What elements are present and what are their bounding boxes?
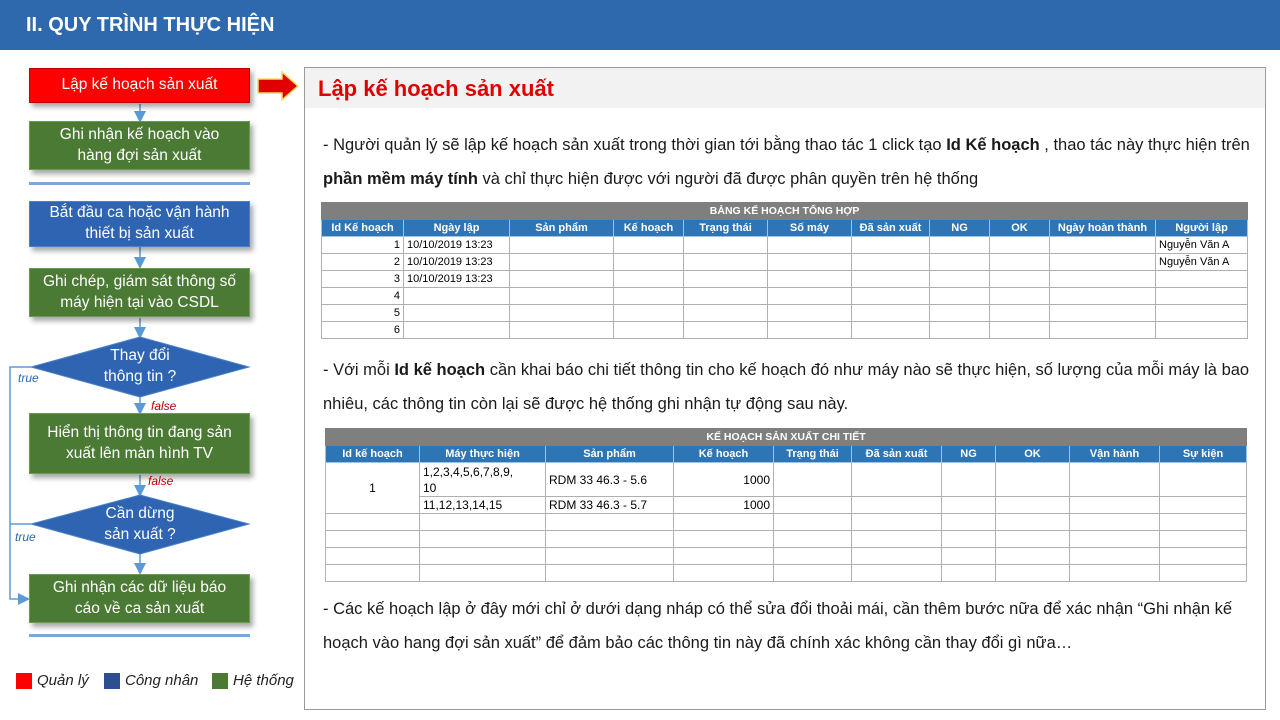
separator-1 — [29, 182, 250, 185]
arrow-d1-true — [10, 367, 31, 599]
step-plan-production[interactable]: Lập kế hoạch sản xuất — [29, 68, 250, 103]
paragraph-1: - Người quản lý sẽ lập kế hoạch sản xuất trong thời gian tới bằng thao tác 1 click tạo Id Kế hoạch , thao tác này thực hiện trên phần mềm máy tính và chỉ thực hiện được với người đã được phân quyền trên hệ thống — [323, 136, 1250, 188]
decision-stop-production[interactable]: Cần dừng sản xuất ? — [104, 505, 176, 543]
manager-swatch — [16, 673, 32, 689]
table-row[interactable]: 4 — [322, 288, 1248, 305]
table-row[interactable] — [326, 531, 1247, 548]
step-record-params[interactable]: Ghi chép, giám sát thông số máy hiện tại vào CSDL — [29, 268, 250, 317]
summary-plan-table — [321, 202, 1248, 339]
page-title: II. QUY TRÌNH THỰC HIỆN — [26, 14, 275, 36]
decision-change-info[interactable]: Thay đổi thông tin ? — [103, 347, 177, 385]
worker-swatch — [104, 673, 120, 689]
table-row[interactable]: 6 — [322, 322, 1248, 339]
summary-table-header: Id Kế hoạch Ngày lập Sản phẩm Kế hoạch Trạng thái Số máy Đã sản xuất NG OK Ngày hoàn thành Người lập — [322, 220, 1248, 237]
table-row[interactable]: 11,12,13,14,15 RDM 33 46.3 - 5.7 1000 — [326, 497, 1247, 514]
table-row[interactable]: 5 — [322, 305, 1248, 322]
table-row[interactable]: 2 10/10/2019 13:23 Nguyễn Văn A — [322, 254, 1248, 271]
legend-worker: Công nhân — [104, 672, 198, 689]
summary-table-title: BẢNG KẾ HOẠCH TỔNG HỢP — [322, 203, 1248, 220]
red-arrow-icon — [258, 72, 298, 100]
paragraph-3: - Các kế hoạch lập ở đây mới chỉ ở dưới dạng nháp có thể sửa đổi thoải mái, cần thêm bước nữa để xác nhận “Ghi nhận kế hoạch vào hang đợi sản xuất” để đảm bảo các thông tin này đã chính xác không cần thay đổi gì nữa… — [323, 600, 1233, 652]
false-label-2: false — [148, 474, 174, 488]
table-row[interactable]: 1 1,2,3,4,5,6,7,8,9, 10 RDM 33 46.3 - 5.6 1000 — [326, 463, 1247, 497]
step-record-report[interactable]: Ghi nhận các dữ liệu báo cáo về ca sản xuất — [29, 574, 250, 623]
table-row[interactable] — [326, 548, 1247, 565]
system-swatch — [212, 673, 228, 689]
true-label-1: true — [18, 371, 39, 385]
separator-2 — [29, 634, 250, 637]
legend-system: Hệ thống — [212, 672, 294, 689]
detail-plan-table — [325, 428, 1247, 582]
step-start-shift[interactable]: Bắt đầu ca hoặc vận hành thiết bị sản xuất — [29, 201, 250, 247]
table-row[interactable]: 1 10/10/2019 13:23 Nguyễn Văn A — [322, 237, 1248, 254]
table-row[interactable] — [326, 514, 1247, 531]
paragraph-2: - Với mỗi Id kế hoạch cần khai báo chi tiết thông tin cho kế hoạch đó như máy nào sẽ thực hiện, số lượng của mỗi máy là bao nhiêu, các thông tin còn lại sẽ được hệ thống ghi nhận tự động sau này. — [323, 361, 1250, 413]
step-display-tv[interactable]: Hiển thị thông tin đang sản xuất lên màn hình TV — [29, 413, 250, 474]
detail-table-header: Id kế hoạch Máy thực hiện Sản phẩm Kế hoạch Trạng thái Đã sản xuất NG OK Vận hành Sự kiện — [326, 446, 1247, 463]
table-row[interactable] — [326, 565, 1247, 582]
step-queue-plan[interactable]: Ghi nhận kế hoạch vào hàng đợi sản xuất — [29, 121, 250, 170]
false-label-1: false — [151, 399, 177, 413]
legend-manager: Quản lý — [16, 672, 89, 689]
detail-panel — [304, 67, 1266, 710]
table-row[interactable]: 3 10/10/2019 13:23 — [322, 271, 1248, 288]
panel-title: Lập kế hoạch sản xuất — [305, 68, 1265, 108]
detail-table-title: KẾ HOẠCH SẢN XUẤT CHI TIẾT — [326, 429, 1247, 446]
true-label-2: true — [15, 530, 36, 544]
